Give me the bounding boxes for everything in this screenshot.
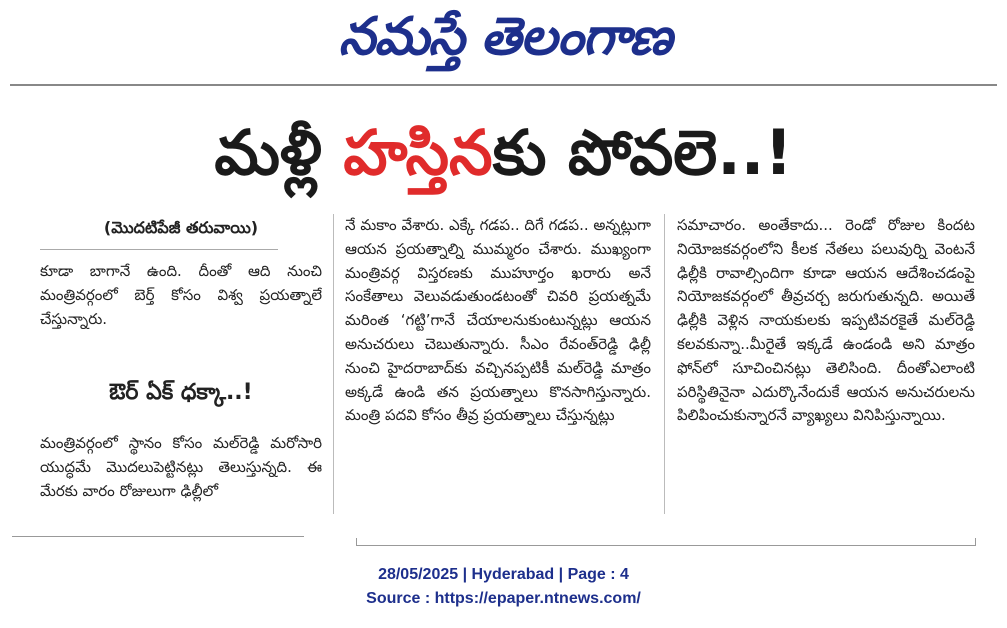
bottom-rule (12, 536, 304, 537)
column-divider (333, 214, 334, 514)
column2-paragraph: నే మకాం వేశారు. ఎక్కే గడప.. దిగే గడప.. అన్నట్లుగా ఆయన ప్రయత్నాల్ని ముమ్మరం చేశారు. ముఖ్యంగా మంత్రివర్గ విస్తరణకు ముహూర్తం ఖరారు అనే సంకేతాలు వెలువడుతుండటంతో చివరి ప్రయత్నమే మరింత ‘గట్టి’గానే చేయాలనుకుంటున్నట్లు ఆయన అనుచరులు చెబుతున్నారు. సీఎం రేవంత్‌రెడ్డి ఢిల్లీ నుంచి హైదరాబాద్‌కు వచ్చినప్పటికీ మల్‌రెడ్డి మాత్రం అక్కడే ఉండి తన ప్రయత్నాలు కొనసాగిస్తున్నారు. మంత్రి పదవి కోసం తీవ్ర ప్రయత్నాలు చేస్తున్నట్లు (345, 216, 651, 425)
column1-paragraph: కూడా బాగానే ఉంది. దీంతో ఆది నుంచి మంత్రివర్గంలో బెర్త్ కోసం విశ్వ ప్రయత్నాలే చేస్తున్నారు. (40, 262, 322, 328)
column3-paragraph: సమాచారం. అంతేకాదు... రెండో రోజుల కిందట నియోజకవర్గంలోని కీలక నేతలు పలువుర్ని వెంటనే ఢిల్లీకి రావాల్సిందిగా కూడా ఆయన ఆదేశించడంపై నియోజకవర్గంలో తీవ్రచర్చ జరుగుతున్నది. అయితే ఢిల్లీకి వెళ్లిన నాయకులకు ఇప్పటివరకైతే మల్‌రెడ్డి కలవకున్నా..మీరైతే ఇక్కడే ఉండండి అని మాత్రం ఫోన్‌లో సూచించినట్లు తెలిసింది. దీంతోఎలాంటి పరిస్థితినైనా ఎదుర్కొనేందుకే ఆయన అనుచరులను పిలిపించుకున్నారనే వ్యాఖ్యలు వినిపిస్తున్నాయి. (677, 216, 975, 425)
footer-dateline: 28/05/2025 | Hyderabad | Page : 4 (378, 566, 629, 583)
masthead: నమస్తే తెలంగాణ (338, 6, 672, 67)
masthead-divider (10, 84, 997, 86)
headline (0, 108, 1007, 198)
continuation-rule (40, 249, 278, 250)
column1-para2 (40, 432, 322, 503)
bottom-rule (356, 545, 976, 546)
column1-para1 (40, 260, 322, 331)
headline-part1: మళ్లీ (214, 116, 344, 189)
bottom-rule-tick (975, 538, 976, 546)
column1-subheading: ఔర్ ఏక్ ధక్కా..! (109, 380, 253, 405)
footer-source: Source : https://epaper.ntnews.com/ (366, 590, 641, 607)
column1-paragraph: మంత్రివర్గంలో స్థానం కోసం మల్‌రెడ్డి మరోసారి యుద్ధమే మొదలుపెట్టినట్లు తెలుస్తున్నది. ఈ మేరకు వారం రోజులుగా ఢిల్లీలో (40, 434, 322, 500)
headline-highlight: హస్తిన (343, 116, 493, 189)
continuation-label: (మొదటిపేజీ తరువాయి) (103, 218, 259, 237)
headline-part3: కు పోవలె..! (492, 116, 793, 189)
column-divider (664, 214, 665, 514)
column2 (345, 214, 651, 428)
column3 (677, 214, 975, 428)
